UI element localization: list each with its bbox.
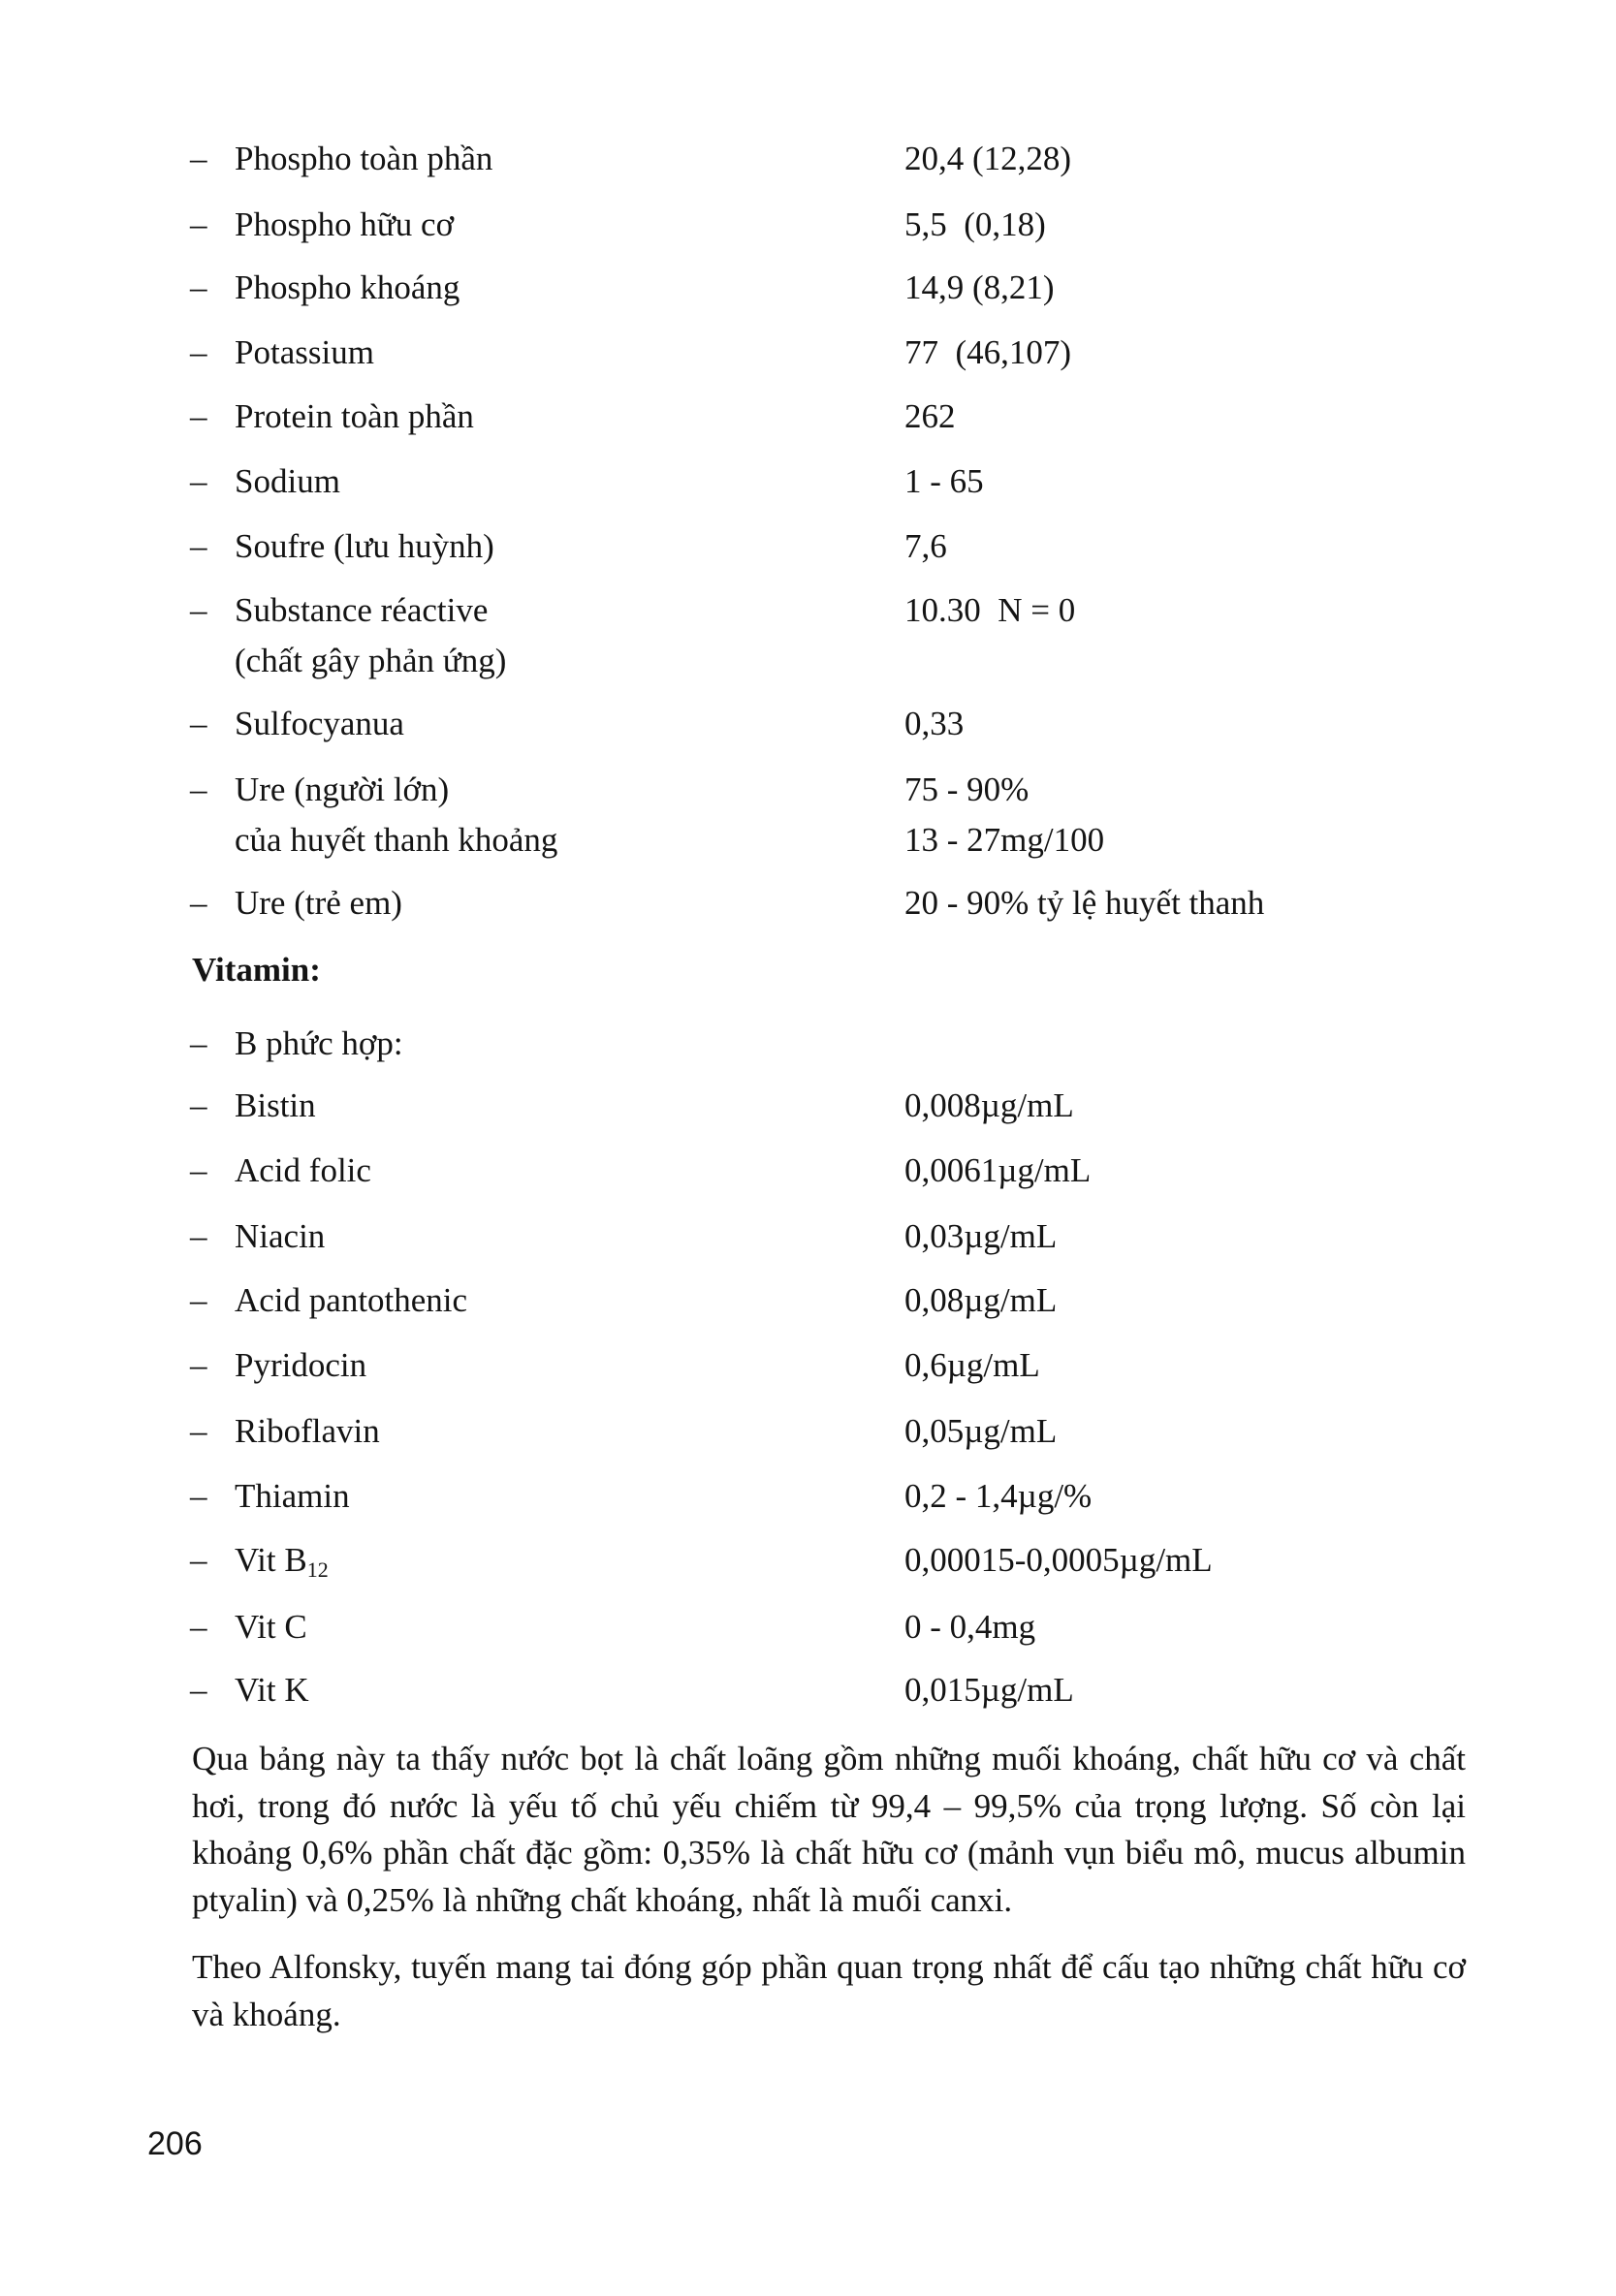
item-value: 262 [904,397,956,435]
item-label: Bistin [235,1086,316,1124]
item-label: Ure (người lớn) [235,771,450,808]
page-number: 206 [147,2125,203,2162]
item-value: 75 - 90% [904,771,1030,808]
list-item [0,587,1616,634]
item-value: 5,5 (0,18) [904,205,1046,243]
list-dash: – [190,527,207,565]
item-value: 0,08µg/mL [904,1281,1058,1319]
list-item [0,265,1616,311]
list-dash: – [190,884,207,922]
item-label: Phospho hữu cơ [235,205,455,243]
item-value: 0,6µg/mL [904,1346,1040,1384]
list-item [0,1537,1616,1584]
list-dash: – [190,1346,207,1384]
item-label: Acid pantothenic [235,1281,468,1319]
list-dash: – [190,1671,207,1709]
list-dash: – [190,1281,207,1319]
item-label: Sodium [235,462,340,500]
list-item [0,1473,1616,1520]
list-item [0,1213,1616,1260]
list-item [0,1083,1616,1129]
list-item [0,701,1616,747]
list-item-continuation [0,817,1616,864]
item-value: 10.30 N = 0 [904,591,1076,629]
list-item [0,1342,1616,1389]
item-label-text: Vit B [235,1541,307,1579]
list-item [0,136,1616,182]
list-item [0,1667,1616,1714]
item-value: 0,0061µg/mL [904,1151,1092,1189]
item-label: Thiamin [235,1477,350,1515]
item-label: Riboflavin [235,1412,380,1450]
list-item [0,1604,1616,1651]
list-item [0,1148,1616,1194]
item-label: Ure (trẻ em) [235,884,402,922]
item-label-continuation: của huyết thanh khoảng [235,821,558,859]
item-value: 14,9 (8,21) [904,268,1055,306]
item-label: B phức hợp: [235,1024,403,1062]
list-dash: – [190,1541,207,1579]
item-label: Vit K [235,1671,309,1709]
item-label: Pyridocin [235,1346,367,1384]
item-label: Potassium [235,333,374,371]
item-label: Soufre (lưu huỳnh) [235,527,494,565]
item-label: Sulfocyanua [235,705,404,742]
item-label-subscript: 12 [306,1557,329,1582]
item-value-continuation: 13 - 27mg/100 [904,821,1105,859]
list-dash: – [190,1217,207,1255]
list-dash: – [190,1477,207,1515]
list-item [0,202,1616,248]
item-label: Protein toàn phần [235,397,474,435]
list-dash: – [190,205,207,243]
list-item [0,1277,1616,1324]
list-dash: – [190,591,207,629]
list-dash: – [190,771,207,808]
item-value: 20,4 (12,28) [904,140,1072,177]
item-value: 1 - 65 [904,462,984,500]
list-item [0,330,1616,376]
item-value: 0,33 [904,705,965,742]
list-item [0,1408,1616,1455]
item-value: 20 - 90% tỷ lệ huyết thanh [904,884,1265,922]
list-item [0,458,1616,505]
section-heading-vitamin: Vitamin: [192,951,321,989]
item-label: Niacin [235,1217,326,1255]
item-label: Acid folic [235,1151,371,1189]
item-value: 0,05µg/mL [904,1412,1058,1450]
item-value: 77 (46,107) [904,333,1072,371]
list-dash: – [190,462,207,500]
list-item-continuation [0,638,1616,684]
item-value: 7,6 [904,527,947,565]
list-dash: – [190,1151,207,1189]
list-dash: – [190,1086,207,1124]
item-label: Phospho toàn phần [235,140,493,177]
item-value: 0,008µg/mL [904,1086,1074,1124]
body-paragraph: Theo Alfonsky, tuyến mang tai đóng góp phần quan trọng nhất để cấu tạo những chất hữu cơ và khoáng. [192,1948,1466,2033]
list-dash: – [190,140,207,177]
item-value: 0 - 0,4mg [904,1608,1036,1646]
list-dash: – [190,268,207,306]
list-dash: – [190,397,207,435]
list-dash: – [190,1608,207,1646]
list-item [0,1021,1616,1067]
item-label: Phospho khoáng [235,268,460,306]
list-item [0,880,1616,927]
list-dash: – [190,333,207,371]
list-dash: – [190,1412,207,1450]
list-item [0,523,1616,570]
item-label: Vit C [235,1608,307,1646]
item-label [235,1537,329,1593]
item-value: 0,00015-0,0005µg/mL [904,1541,1213,1579]
list-item [0,767,1616,813]
list-dash: – [190,705,207,742]
item-value: 0,015µg/mL [904,1671,1074,1709]
item-label-continuation: (chất gây phản ứng) [235,642,507,679]
item-value: 0,2 - 1,4µg/% [904,1477,1093,1515]
item-label: Substance réactive [235,591,489,629]
list-item [0,393,1616,440]
list-dash: – [190,1024,207,1062]
item-value: 0,03µg/mL [904,1217,1058,1255]
body-paragraph: Qua bảng này ta thấy nước bọt là chất loãng gồm những muối khoáng, chất hữu cơ và chất hơi, trong đó nước là yếu tố chủ yếu chiếm từ 99,4 – 99,5% của trọng lượng. Số còn lại khoảng 0,6% phần chất đặc gồm: 0,35% là chất hữu cơ (mảnh vụn biểu mô, mucus albumin ptyalin) và 0,25% là những chất khoáng, nhất là muối canxi. [192,1740,1466,1919]
